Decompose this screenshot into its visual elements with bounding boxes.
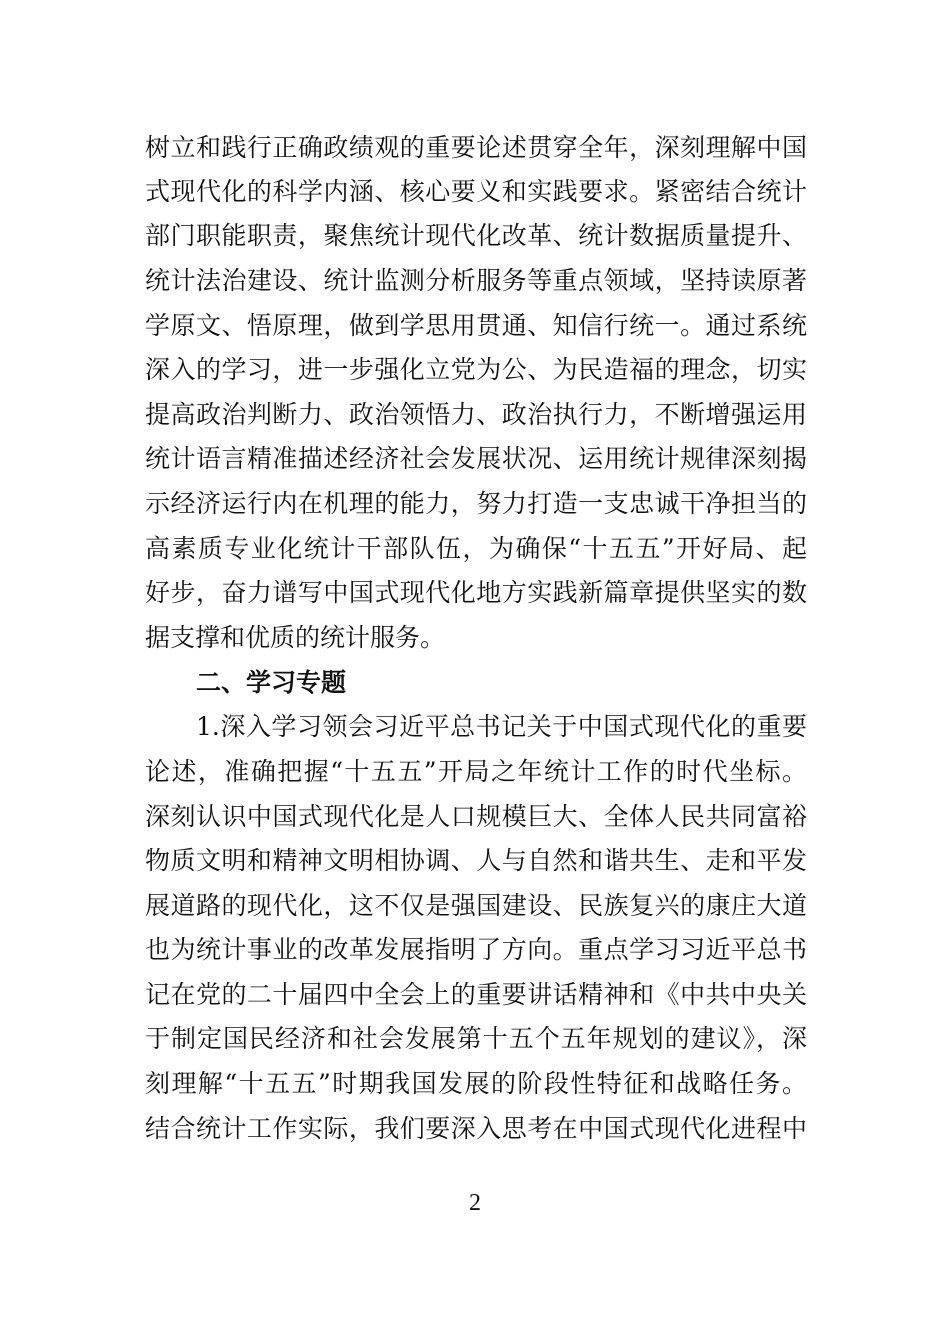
body-line: 统计语言精准描述经济社会发展状况、运用统计规律深刻揭	[145, 444, 807, 473]
body-line: 统计法治建设、统计监测分析服务等重点领域，坚持读原著	[145, 266, 807, 295]
body-line: 式现代化的科学内涵、核心要义和实践要求。紧密结合统计	[145, 177, 807, 206]
body-line: 提高政治判断力、政治领悟力、政治执行力，不断增强运用	[145, 400, 807, 429]
body-line: 也为统计事业的改革发展指明了方向。重点学习习近平总书	[145, 935, 807, 964]
body-line: 好步，奋力谱写中国式现代化地方实践新篇章提供坚实的数	[145, 578, 807, 607]
body-line: 记在党的二十届四中全会上的重要讲话精神和《中共中央关	[145, 980, 807, 1009]
body-line: 部门职能职责，聚焦统计现代化改革、统计数据质量提升、	[145, 221, 807, 250]
body-line: 于制定国民经济和社会发展第十五个五年规划的建议》，深	[145, 1024, 807, 1053]
body-line: 结合统计工作实际，我们要深入思考在中国式现代化进程中	[145, 1114, 807, 1143]
body-line: 据支撑和优质的统计服务。	[145, 623, 446, 652]
body-line: 深入的学习，进一步强化立党为公、为民造福的理念，切实	[145, 355, 807, 384]
body-line: 论述，准确把握“十五五”开局之年统计工作的时代坐标。	[145, 757, 807, 786]
body-line: 树立和践行正确政绩观的重要论述贯穿全年，深刻理解中国	[145, 133, 807, 162]
page-number: 2	[469, 1190, 481, 1216]
body-line: 1.深入学习领会习近平总书记关于中国式现代化的重要	[196, 712, 807, 741]
body-line: 学原文、悟原理，做到学思用贯通、知信行统一。通过系统	[145, 311, 807, 340]
body-line: 刻理解“十五五”时期我国发展的阶段性特征和战略任务。	[145, 1069, 807, 1098]
body-line: 物质文明和精神文明相协调、人与自然和谐共生、走和平发	[145, 846, 807, 875]
body-line: 展道路的现代化，这不仅是强国建设、民族复兴的康庄大道	[145, 891, 807, 920]
body-line: 高素质专业化统计干部队伍，为确保“十五五”开好局、起	[145, 534, 807, 563]
section-heading: 二、学习专题	[196, 668, 347, 697]
body-line: 示经济运行内在机理的能力，努力打造一支忠诚干净担当的	[145, 489, 807, 518]
body-line: 深刻认识中国式现代化是人口规模巨大、全体人民共同富裕	[145, 802, 807, 831]
